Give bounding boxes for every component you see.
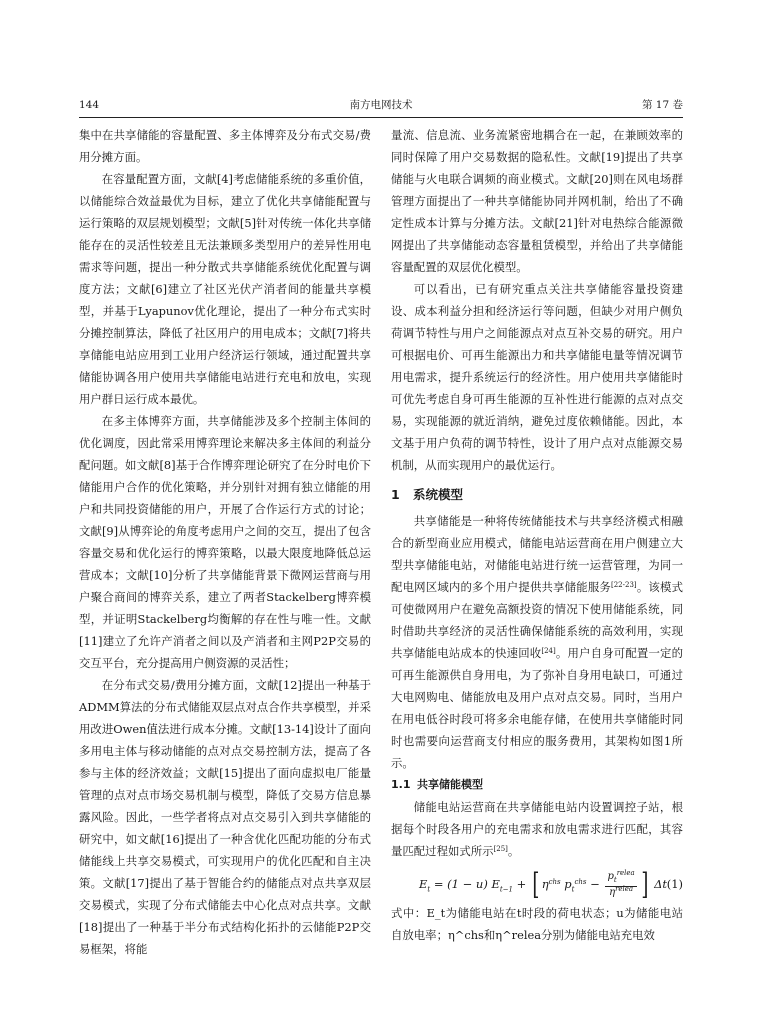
left-column [79,124,371,960]
citation: [25] [493,845,508,853]
volume-label: 第 17 卷 [641,99,683,111]
section-title: 系统模型 [413,487,464,502]
paragraph: 储能电站运营商在共享储能电站内设置调控子站，根据每个时段各用户的充电需求和放电需求进行匹配，其容量匹配过程如式所示[25]。 [391,800,683,858]
equation-body: $E_t = (1 - u) E_{t-1}$ + [ $\eta^{chs}$ $p_t^{chs}$ − $\frac{p_t^{relea}}{\eta^{relea}}$ ] Δt [419,867,668,902]
header-rule [79,117,683,118]
paragraph: 在多主体博弈方面，共享储能涉及多个控制主体间的优化调度，因此常采用博弈理论来解决多主体间的利益分配问题。如文献[8]基于合作博弈理论研究了在分时电价下储能用户合作的优化策略，并分别针对拥有独立储能的用户和共同投资储能的用户，开展了合作运行方式的讨论；文献[9]从博弈论的角度考虑用户之间的交互，提出了包含容量交易和优化运行的博弈策略，以最大限度地降低总运营成本；文献[10]分析了共享储能背景下微网运营商与用户聚合商间的博弈关系，建立了两者Stackelberg博弈模型，并证明Stackelberg均衡解的存在性与唯一性。文献[11]建立了允许产消者之间以及产消者和主网P2P交易的交互平台，充分提高用户侧资源的灵活性； [79,414,371,670]
right-column [391,124,683,946]
paragraph: 在容量配置方面，文献[4]考虑储能系统的多重价值，以储能综合效益最优为目标，建立了优化共享储能配置与运行策略的双层规划模型；文献[5]针对传统一体化共享储能存在的灵活性较差且无法兼顾多类型用户的差异性用电需求等问题，提出一种分散式共享储能系统优化配置与调度方法；文献[6]建立了社区光伏产消者间的能量共享模型，并基于Lyapunov优化理论，提出了一种分布式实时分摊控制算法，降低了社区用户的用电成本；文献[7]将共享储能电站应用到工业用户经济运行领域，通过配置共享储能协调各用户使用共享储能电站进行充电和放电，实现用户群日运行成本最优。 [79,172,371,406]
subsection-heading [391,774,683,796]
subsection-number: 1.1 [391,778,411,791]
equation-1 [391,862,683,902]
citation: [22-23] [611,581,637,589]
paragraph: 式中：E_t为储能电站在t时段的荷电状态；u为储能电站自放电率；η^chs和η^relea分别为储能电站充电效 [391,906,683,942]
equation-number: (1) [666,877,683,891]
paragraph: 量流、信息流、业务流紧密地耦合在一起，在兼顾效率的同时保障了用户交易数据的隐私性。文献[19]提出了共享储能与火电联合调频的商业模式。文献[20]则在风电场群管理方面提出了一种共享储能协同并网机制，给出了不确定性成本计算与分摊方法。文献[21]针对电热综合能源微网提出了共享储能动态容量租赁模型，并给出了共享储能容量配置的双层优化模型。 [391,128,683,274]
section-number: 1 [391,487,400,502]
citation: [24] [541,647,556,655]
journal-title: 南方电网技术 [349,99,413,111]
page-number: 144 [79,99,100,111]
section-heading [391,484,683,506]
subsection-title: 共享储能模型 [417,778,483,791]
paragraph: 在分布式交易/费用分摊方面，文献[12]提出一种基于ADMM算法的分布式储能双层点对点合作共享模型，并采用改进Owen值法进行成本分摊。文献[13-14]设计了面向多用电主体与移动储能的点对点交易控制方法，提高了各参与主体的经济效益；文献[15]提出了面向虚拟电厂能量管理的点对点市场交易机制与模型，降低了交易方信息暴露风险。因此，一些学者将点对点交易引入到共享储能的研究中，如文献[16]提出了一种含优化匹配功能的分布式储能线上共享交易模式，可实现用户的优化匹配和自主决策。文献[17]提出了基于智能合约的储能点对点共享双层交易模式，实现了分布式储能去中心化点对点共享。文献[18]提出了一种基于半分布式结构化拓扑的云储能P2P交易框架，将能 [79,678,371,956]
paragraph: 共享储能是一种将传统储能技术与共享经济模式相融合的新型商业应用模式，储能电站运营商在用户侧建立大型共享储能电站，对储能电站进行统一运营管理，为同一配电网区域内的多个用户提供共享储能服务[22-23]。该模式可使微网用户在避免高额投资的情况下使用储能系统，同时借助共享经济的灵活性确保储能系统的高效利用，实现共享储能电站成本的快速回收[24]。用户自身可配置一定的可再生能源供自身用电，为了弥补自身用电缺口，可通过大电网购电、储能放电及用户点对点交易。同时，当用户在用电低谷时段可将多余电能存储，在使用共享储能时同时也需要向运营商支付相应的服务费用，其架构如图1所示。 [391,514,683,770]
paragraph: 可以看出，已有研究重点关注共享储能容量投资建设、成本利益分担和经济运行等问题，但缺少对用户侧负荷调节特性与用户之间能源点对点互补交易的研究。用户可根据电价、可再生能源出力和共享储能电量等情况调节用电需求，提升系统运行的经济性。用户使用共享储能时可优先考虑自身可再生能源的互补性进行能源的点对点交易，实现能源的就近消纳，避免过度依赖储能。因此，本文基于用户负荷的调节特性，设计了用户点对点能源交易机制，从而实现用户的最优运行。 [391,282,683,472]
paragraph: 集中在共享储能的容量配置、多主体博弈及分布式交易/费用分摊方面。 [79,128,371,164]
running-header [79,97,683,113]
